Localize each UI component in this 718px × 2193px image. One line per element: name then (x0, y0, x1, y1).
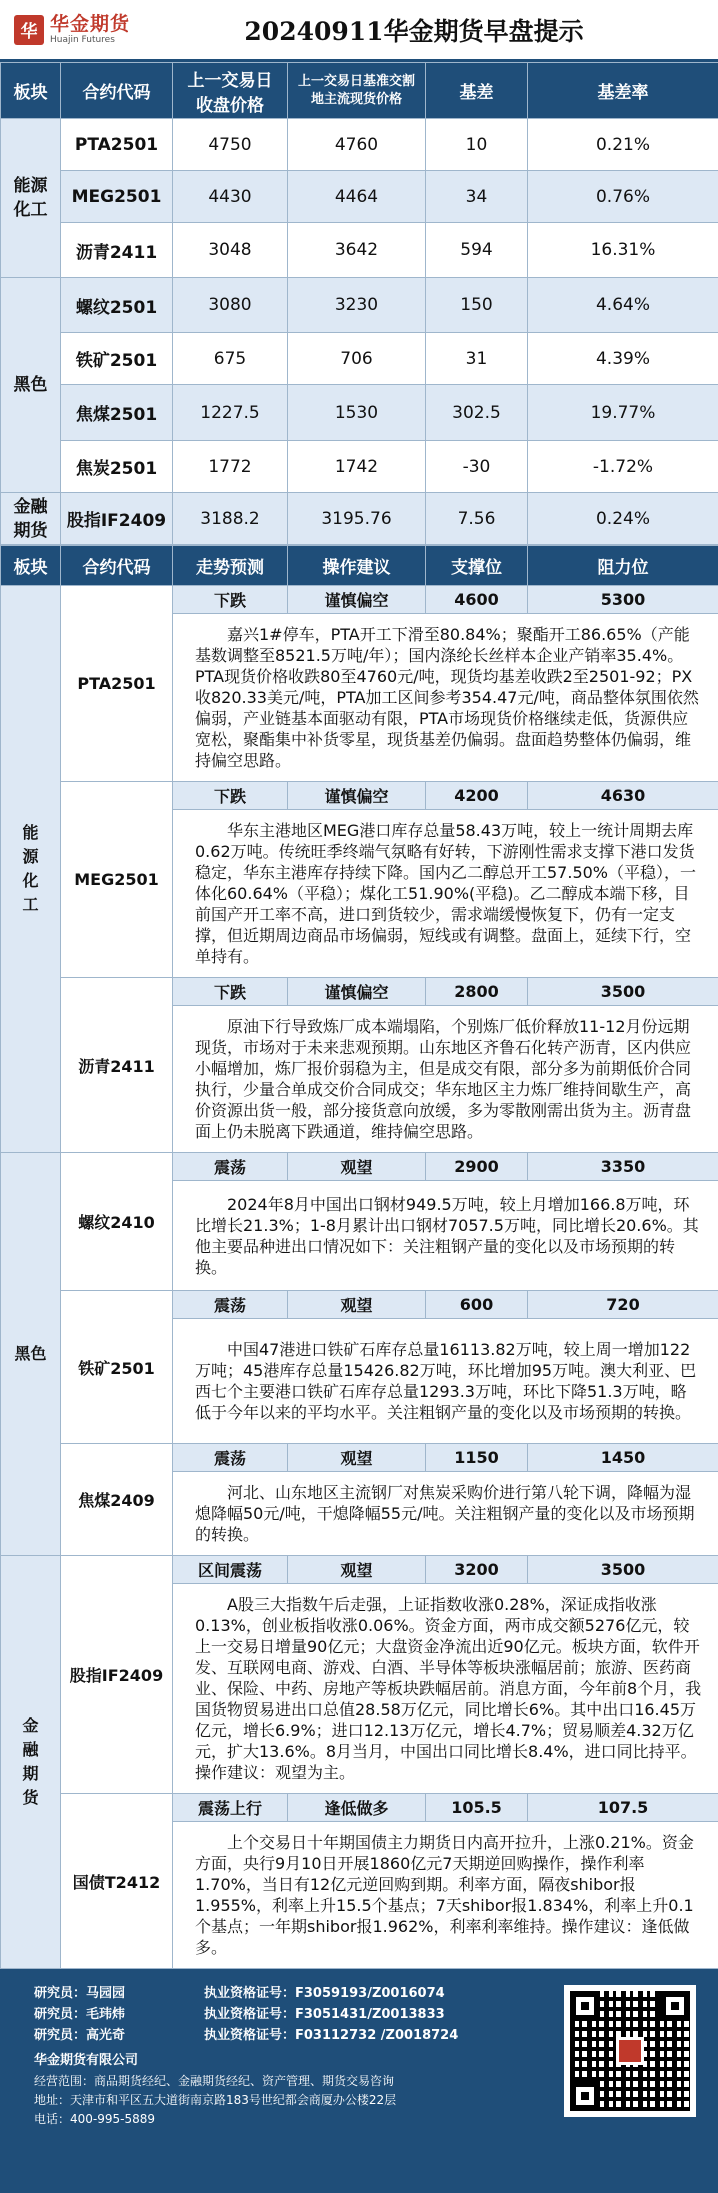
cell-code: 铁矿2501 (61, 333, 173, 385)
table-row (1, 493, 718, 545)
researcher-2-cert: 执业资格证号：F3051431/Z0013833 (204, 2007, 445, 2022)
analysis-text: 上个交易日十年期国债主力期货日内高开拉升，上涨0.21%。资金方面，央行9月10日开展1860亿元7天期逆回购操作，操作利率1.70%，当日有12亿元逆回购到期。利率方面，隔夜shibor报1.955%，利率上升15.5个基点；7天shibor报1.834%，利率上升0.1个基点；一年期shibor报1.962%，利率利率维持。操作建议：逢低做多。 (173, 1822, 718, 1969)
cell-support: 4200 (426, 782, 528, 810)
strategy-table (0, 545, 718, 1969)
cell-support: 2800 (426, 978, 528, 1006)
cell-support: 1150 (426, 1444, 528, 1472)
strategy-head-row (1, 1794, 718, 1822)
cell-rate: 4.39% (528, 333, 718, 385)
cell-trend: 下跌 (173, 978, 288, 1006)
sector-cell: 能源 化工 (1, 119, 61, 278)
col2-code: 合约代码 (61, 546, 173, 586)
cell-resist: 1450 (528, 1444, 718, 1472)
cell-trend: 震荡 (173, 1153, 288, 1181)
cell-support: 2900 (426, 1153, 528, 1181)
cell-advice: 观望 (288, 1444, 426, 1472)
strategy-head-row (1, 978, 718, 1006)
strategy-head-row (1, 1153, 718, 1181)
cell-spot: 1742 (288, 441, 426, 493)
cell-basis: -30 (426, 441, 528, 493)
cell-advice: 逢低做多 (288, 1794, 426, 1822)
company-name: 华金期货有限公司 (34, 2053, 139, 2068)
company-scope: 经营范围：商品期货经纪、金融期货经纪、资产管理、期货交易咨询 (34, 2074, 395, 2088)
cell-close: 1772 (173, 441, 288, 493)
cell-resist: 5300 (528, 586, 718, 614)
cell-code: MEG2501 (61, 782, 173, 978)
cell-support: 600 (426, 1291, 528, 1319)
strategy-head-row (1, 1291, 718, 1319)
cell-rate: 0.21% (528, 119, 718, 171)
cell-trend: 区间震荡 (173, 1556, 288, 1584)
sector-cell: 能 源 化 工 (1, 586, 61, 1153)
basis-table (0, 62, 718, 545)
analysis-text: 河北、山东地区主流钢厂对焦炭采购价进行第八轮下调，降幅为湿熄降幅50元/吨，干熄降幅55元/吨。关注粗钢产量的变化以及市场预期的转换。 (173, 1472, 718, 1556)
logo-cn: 华金期货 (50, 13, 131, 35)
cell-spot: 4760 (288, 119, 426, 171)
cell-rate: 19.77% (528, 385, 718, 441)
col2-trend: 走势预测 (173, 546, 288, 586)
cell-advice: 谨慎偏空 (288, 586, 426, 614)
cell-trend: 震荡 (173, 1291, 288, 1319)
analysis-text: A股三大指数午后走强，上证指数收涨0.28%，深证成指收涨0.13%，创业板指收涨0.06%。资金方面，两市成交额5276亿元，较上一交易日增量90亿元；大盘资金净流出近90亿元。板块方面，软件开发、互联网电商、游戏、白酒、半导体等板块涨幅居前；旅游、医药商业、保险、中药、房地产等板块跌幅居前。消息方面，今年前8个月，我国货物贸易进出口总值28.58万亿元，同比增长6%。其中出口16.45万亿元，增长6.9%；进口12.13万亿元，增长4.7%；贸易顺差4.32万亿元，扩大13.6%。8月当月，中国出口同比增长8.4%，进口同比持平。操作建议：观望为主。 (173, 1584, 718, 1794)
cell-spot: 3230 (288, 278, 426, 333)
strategy-head-row (1, 1556, 718, 1584)
cell-basis: 10 (426, 119, 528, 171)
cell-code: 沥青2411 (61, 978, 173, 1153)
table-row (1, 441, 718, 493)
cell-spot: 1530 (288, 385, 426, 441)
cell-basis: 594 (426, 223, 528, 278)
cell-advice: 谨慎偏空 (288, 782, 426, 810)
table-row (1, 333, 718, 385)
cell-close: 3048 (173, 223, 288, 278)
header (0, 0, 718, 62)
cell-basis: 150 (426, 278, 528, 333)
cell-support: 105.5 (426, 1794, 528, 1822)
cell-code: 焦煤2409 (61, 1444, 173, 1556)
cell-resist: 3500 (528, 978, 718, 1006)
cell-resist: 3350 (528, 1153, 718, 1181)
cell-advice: 谨慎偏空 (288, 978, 426, 1006)
cell-close: 675 (173, 333, 288, 385)
col2-support: 支撑位 (426, 546, 528, 586)
cell-code: 沥青2411 (61, 223, 173, 278)
cell-code: 螺纹2410 (61, 1153, 173, 1291)
cell-trend: 下跌 (173, 586, 288, 614)
cell-support: 4600 (426, 586, 528, 614)
col-basis: 基差 (426, 63, 528, 119)
strategy-head-row (1, 586, 718, 614)
logo-icon: 华 (14, 15, 44, 45)
col-rate: 基差率 (528, 63, 718, 119)
analysis-text: 嘉兴1#停车，PTA开工下滑至80.84%；聚酯开工86.65%（产能基数调整至8521.5万吨/年）；国内涤纶长丝样本企业产销率35.4%。PTA现货价格收跌80至4760元/吨，现货均基差收跌2至2501-92；PX收820.33美元/吨，PTA加工区间参考354.47元/吨，商品整体氛围依然偏弱，产业链基本面驱动有限，PTA市场现货价格继续走低，货源供应宽松，聚酯集中补货零星，现货基差仍偏弱。盘面趋势整体仍偏弱，维持偏空思路。 (173, 614, 718, 782)
cell-basis: 302.5 (426, 385, 528, 441)
cell-basis: 34 (426, 171, 528, 223)
cell-rate: -1.72% (528, 441, 718, 493)
cell-resist: 4630 (528, 782, 718, 810)
cell-code: PTA2501 (61, 586, 173, 782)
researcher-2: 研究员：毛玮炜 (34, 2007, 126, 2022)
analysis-text: 华东主港地区MEG港口库存总量58.43万吨，较上一统计周期去库0.62万吨。传统旺季终端气氛略有好转，下游刚性需求支撑下港口发货稳定，华东主港库存持续下降。国内乙二醇总开工57.50%（平稳），一体化60.64%（平稳）；煤化工51.90%(平稳)。乙二醇成本端下移，目前国产开工率不高，进口到货较少，需求端缓慢恢复下，仍有一定支撑，但近期周边商品市场偏弱，短线或有调整。盘面上，延续下行，空单持有。 (173, 810, 718, 978)
cell-close: 1227.5 (173, 385, 288, 441)
table-row (1, 223, 718, 278)
cell-code: 股指IF2409 (61, 493, 173, 545)
col2-advice: 操作建议 (288, 546, 426, 586)
col2-resist: 阻力位 (528, 546, 718, 586)
page-title: 20240911华金期货早盘提示 (244, 16, 584, 46)
researcher-3-cert: 执业资格证号：F03112732 /Z0018724 (204, 2028, 459, 2043)
researcher-1: 研究员：马园园 (34, 1986, 126, 2001)
logo-en: Huajin Futures (50, 35, 115, 45)
footer (0, 1969, 718, 2193)
col-close: 上一交易日 收盘价格 (173, 63, 288, 119)
table-row (1, 278, 718, 333)
cell-support: 3200 (426, 1556, 528, 1584)
cell-trend: 下跌 (173, 782, 288, 810)
cell-rate: 0.24% (528, 493, 718, 545)
sector-cell: 黑色 (1, 1153, 61, 1556)
researcher-3: 研究员：高光奇 (34, 2028, 126, 2043)
cell-trend: 震荡 (173, 1444, 288, 1472)
cell-rate: 16.31% (528, 223, 718, 278)
cell-code: 国债T2412 (61, 1794, 173, 1969)
sector-cell: 黑色 (1, 278, 61, 493)
logo (0, 0, 170, 61)
analysis-text: 2024年8月中国出口钢材949.5万吨，较上月增加166.8万吨，环比增长21.3%；1-8月累计出口钢材7057.5万吨，同比增长20.6%。其他主要品种进出口情况如下：关注粗钢产量的变化以及市场预期的转换。 (173, 1181, 718, 1291)
cell-advice: 观望 (288, 1153, 426, 1181)
sector-cell: 金 融 期 货 (1, 1556, 61, 1969)
analysis-text: 中国47港进口铁矿石库存总量16113.82万吨，较上周一增加122万吨；45港库存总量15426.82万吨，环比增加95万吨。澳大利亚、巴西七个主要港口铁矿石库存总量1293.3万吨，环比下降51.3万吨，略低于今年以来的平均水平。关注粗钢产量的变化以及市场预期的转换。 (173, 1319, 718, 1444)
cell-trend: 震荡上行 (173, 1794, 288, 1822)
cell-code: 螺纹2501 (61, 278, 173, 333)
company-address: 地址：天津市和平区五大道街南京路183号世纪都会商厦办公楼22层 (34, 2093, 397, 2107)
company-phone: 电话：400-995-5889 (34, 2112, 156, 2126)
cell-advice: 观望 (288, 1556, 426, 1584)
cell-basis: 31 (426, 333, 528, 385)
col-sector: 板块 (1, 63, 61, 119)
strategy-head-row (1, 1444, 718, 1472)
cell-spot: 3642 (288, 223, 426, 278)
cell-advice: 观望 (288, 1291, 426, 1319)
cell-code: 焦煤2501 (61, 385, 173, 441)
col-code: 合约代码 (61, 63, 173, 119)
cell-code: MEG2501 (61, 171, 173, 223)
cell-code: PTA2501 (61, 119, 173, 171)
cell-resist: 107.5 (528, 1794, 718, 1822)
cell-close: 3080 (173, 278, 288, 333)
strategy-head-row (1, 782, 718, 810)
cell-close: 4750 (173, 119, 288, 171)
cell-rate: 4.64% (528, 278, 718, 333)
col2-sector: 板块 (1, 546, 61, 586)
cell-basis: 7.56 (426, 493, 528, 545)
researcher-1-cert: 执业资格证号：F3059193/Z0016074 (204, 1986, 445, 2001)
col-spot: 上一交易日基准交割 地主流现货价格 (288, 63, 426, 119)
cell-spot: 3195.76 (288, 493, 426, 545)
cell-spot: 706 (288, 333, 426, 385)
sector-cell: 金融 期货 (1, 493, 61, 545)
table-row (1, 385, 718, 441)
cell-code: 焦炭2501 (61, 441, 173, 493)
cell-code: 股指IF2409 (61, 1556, 173, 1794)
cell-resist: 3500 (528, 1556, 718, 1584)
qr-logo-icon (616, 2037, 644, 2065)
cell-close: 3188.2 (173, 493, 288, 545)
table-row (1, 171, 718, 223)
cell-code: 铁矿2501 (61, 1291, 173, 1444)
cell-spot: 4464 (288, 171, 426, 223)
cell-close: 4430 (173, 171, 288, 223)
table-row (1, 119, 718, 171)
cell-resist: 720 (528, 1291, 718, 1319)
analysis-text: 原油下行导致炼厂成本端塌陷，个别炼厂低价释放11-12月份远期现货，市场对于未来悲观预期。山东地区齐鲁石化转产沥青，区内供应小幅增加，炼厂报价弱稳为主，但是成交有限，部分多为前期低价合同执行，少量合单成交价合同成交；华东地区主力炼厂维持间歇生产，高价资源出货一般，部分接货意向放缓，多为零散刚需出货为主。沥青盘面上仍未脱离下跌通道，维持偏空思路。 (173, 1006, 718, 1153)
cell-rate: 0.76% (528, 171, 718, 223)
qr-code (564, 1985, 696, 2117)
